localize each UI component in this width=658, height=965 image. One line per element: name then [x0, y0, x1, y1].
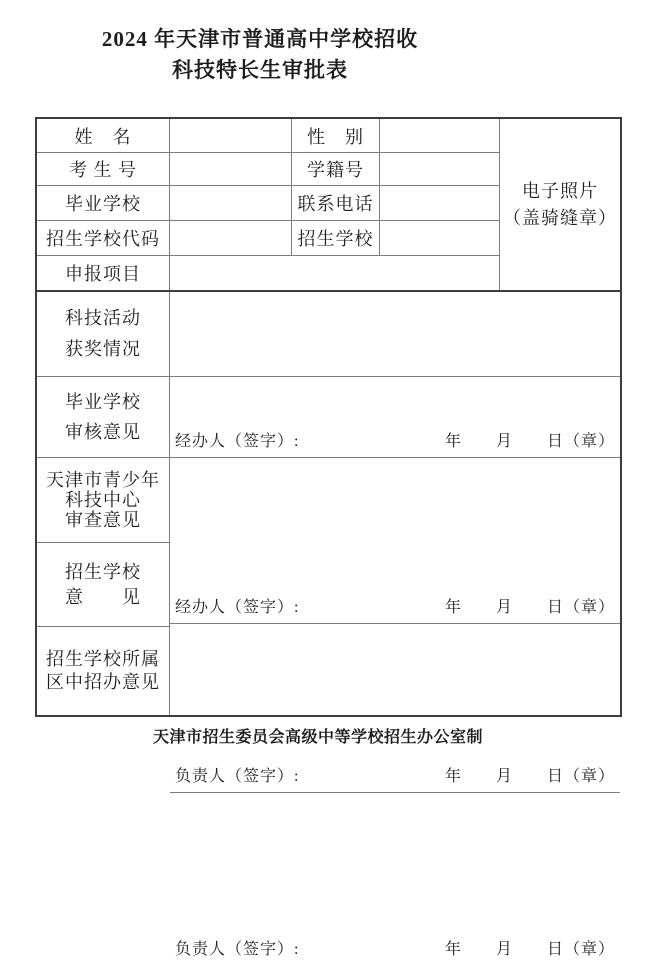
district-office-opinion-label	[37, 627, 170, 715]
youth-center-opinion-cell	[170, 539, 620, 624]
signer-label: 经办人（签字）:	[175, 599, 300, 616]
graduate-school-opinion-line-1: 毕业学校	[65, 392, 141, 412]
district-office-opinion-line-1: 招生学校所属	[46, 649, 160, 669]
signer-label: 负责人（签字）:	[175, 941, 300, 958]
name-value-cell	[170, 119, 292, 153]
gender-label: 性 别	[292, 119, 380, 153]
graduate-school-label: 毕业学校	[37, 186, 170, 221]
gender-value-cell	[380, 119, 500, 153]
page-title-line-2: 科技特长生审批表	[172, 58, 348, 82]
tech-awards-label-line-2: 获奖情况	[65, 339, 141, 359]
admission-school-opinion-line-1: 招生学校	[65, 561, 141, 582]
signature-line	[175, 594, 615, 617]
declared-project-label: 申报项目	[37, 256, 170, 290]
date-seal-label: 年 月 日（章）	[444, 433, 615, 450]
admission-school-value-cell	[380, 221, 500, 256]
declared-project-value-cell	[170, 256, 500, 290]
contact-phone-value-cell	[380, 186, 500, 221]
tech-awards-label	[37, 292, 170, 377]
graduate-school-opinion-line-2: 审核意见	[65, 422, 141, 442]
signature-line	[175, 936, 615, 959]
date-seal-label: 年 月 日（章）	[444, 768, 615, 785]
signature-line	[175, 428, 615, 451]
admission-school-code-value-cell	[170, 221, 292, 256]
youth-center-opinion-line-1: 天津市青少年	[46, 470, 160, 490]
district-office-opinion-cell	[170, 877, 620, 965]
admission-school-opinion-cell	[170, 709, 620, 793]
admission-school-opinion-label	[37, 543, 170, 627]
student-id-label: 学籍号	[292, 153, 380, 186]
tech-awards-label-line-1: 科技活动	[65, 308, 141, 328]
tech-awards-value-cell	[170, 292, 620, 377]
student-id-value-cell	[380, 153, 500, 186]
admission-school-code-label: 招生学校代码	[37, 221, 170, 256]
youth-center-opinion-label	[37, 458, 170, 543]
graduate-school-opinion-cell	[170, 377, 620, 458]
issuing-office-note: 天津市招生委员会高级中等学校招生办公室制	[152, 729, 483, 746]
photo-label-line-1: 电子照片	[522, 180, 598, 201]
admission-school-opinion-line-2: 意 见	[65, 586, 141, 607]
date-seal-label: 年 月 日（章）	[444, 941, 615, 958]
graduate-school-opinion-label	[37, 377, 170, 458]
youth-center-opinion-line-3: 审查意见	[65, 510, 141, 530]
page-title	[0, 24, 520, 86]
graduate-school-value-cell	[170, 186, 292, 221]
page-title-line-1: 2024 年天津市普通高中学校招收	[101, 27, 419, 51]
exam-number-value-cell	[170, 153, 292, 186]
signature-line	[175, 763, 615, 786]
signer-label: 负责人（签字）:	[175, 768, 300, 785]
signer-label: 经办人（签字）:	[175, 433, 300, 450]
exam-number-label: 考 生 号	[37, 153, 170, 186]
youth-center-opinion-line-2: 科技中心	[65, 490, 141, 510]
date-seal-label: 年 月 日（章）	[444, 599, 615, 616]
name-label: 姓 名	[37, 119, 170, 153]
admission-school-label: 招生学校	[292, 221, 380, 256]
district-office-opinion-line-2: 区中招办意见	[46, 672, 160, 692]
contact-phone-label: 联系电话	[292, 186, 380, 221]
electronic-photo-cell	[500, 119, 620, 290]
photo-label-line-2: （盖骑缝章）	[503, 207, 617, 228]
